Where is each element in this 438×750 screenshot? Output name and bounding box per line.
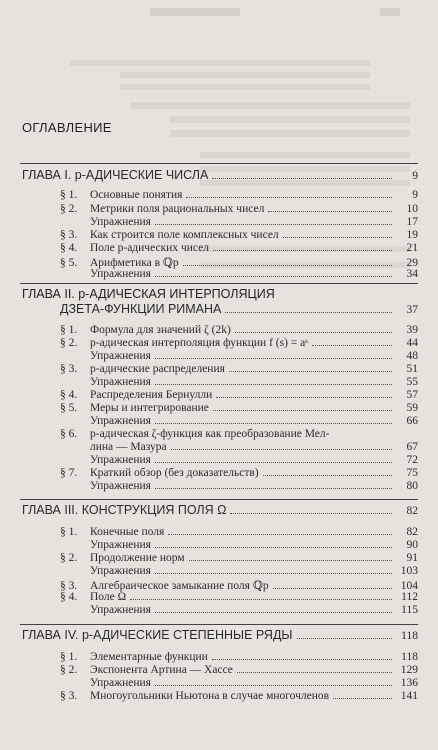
- entry-title: Упражнения: [90, 268, 151, 280]
- leader-dots: [186, 197, 392, 198]
- entry-title: Арифметика в ℚp: [90, 257, 179, 269]
- entry-title: Упражнения: [90, 604, 151, 616]
- entry-page: 141: [400, 690, 418, 702]
- entry-page: 104: [400, 580, 418, 592]
- leader-dots: [155, 488, 392, 489]
- leader-dots: [212, 659, 392, 660]
- leader-dots: [212, 178, 392, 179]
- entry-title: Формула для значений ζ (2k): [90, 324, 231, 336]
- entry-page: 55: [406, 376, 418, 388]
- entry-page: 57: [406, 389, 418, 401]
- leader-dots: [229, 371, 392, 372]
- leader-dots: [155, 224, 392, 225]
- leader-dots: [168, 534, 392, 535]
- toc-entry-exercises[interactable]: [90, 454, 418, 466]
- leader-dots: [237, 672, 392, 673]
- toc-entry[interactable]: [60, 389, 418, 401]
- leader-dots: [213, 410, 392, 411]
- toc-entry[interactable]: [60, 428, 418, 440]
- section-number: § 3.: [60, 690, 78, 702]
- entry-title: Краткий обзор (без доказательств): [90, 467, 259, 479]
- entry-title: Упражнения: [90, 216, 151, 228]
- entry-title: Упражнения: [90, 350, 151, 362]
- entry-page: 17: [406, 216, 418, 228]
- entry-page: 75: [406, 467, 418, 479]
- entry-title: Распределения Бернулли: [90, 389, 213, 401]
- entry-title: Упражнения: [90, 480, 151, 492]
- toc-entry[interactable]: [60, 363, 418, 375]
- entry-title: Как строится поле комплексных чисел: [90, 229, 279, 241]
- toc-entry-exercises[interactable]: [90, 350, 418, 362]
- section-number: § 4.: [60, 389, 78, 401]
- section-number: § 2.: [60, 664, 78, 676]
- chapter-page: 118: [401, 630, 418, 642]
- entry-title: Меры и интегрирование: [90, 402, 209, 414]
- section-number: § 1.: [60, 651, 78, 663]
- leader-dots: [225, 312, 392, 313]
- chapter-divider: [20, 283, 418, 284]
- toc-entry-exercises[interactable]: [90, 539, 418, 551]
- toc-entry-exercises[interactable]: [90, 677, 418, 689]
- chapter-title[interactable]: ГЛАВА II. p-АДИЧЕСКАЯ ИНТЕРПОЛЯЦИЯ: [22, 287, 275, 301]
- entry-title: Поле p-адических чисел: [90, 242, 209, 254]
- leader-dots: [213, 250, 392, 251]
- entry-page: 80: [406, 480, 418, 492]
- leader-dots: [230, 513, 392, 514]
- leader-dots: [297, 638, 393, 639]
- chapter-heading[interactable]: [22, 302, 418, 316]
- toc-entry-exercises[interactable]: [90, 268, 418, 280]
- leader-dots: [273, 588, 392, 589]
- leader-dots: [171, 449, 392, 450]
- section-number: § 6.: [60, 428, 78, 440]
- section-number: § 3.: [60, 229, 78, 241]
- chapter-page: 9: [412, 170, 418, 182]
- entry-page: 9: [412, 189, 418, 201]
- toc-entry[interactable]: [60, 664, 418, 676]
- entry-page: 91: [406, 552, 418, 564]
- toc-entry[interactable]: [60, 526, 418, 538]
- chapter-page: 37: [406, 304, 418, 316]
- entry-page: 39: [406, 324, 418, 336]
- entry-page: 66: [406, 415, 418, 427]
- leader-dots: [333, 698, 392, 699]
- chapter-divider: [20, 163, 418, 164]
- leader-dots: [183, 265, 392, 266]
- section-number: § 7.: [60, 467, 78, 479]
- entry-title: Упражнения: [90, 539, 151, 551]
- entry-title: Элементарные функции: [90, 651, 208, 663]
- entry-page: 112: [401, 591, 418, 603]
- section-number: § 3.: [60, 363, 78, 375]
- toc-entry[interactable]: [60, 242, 418, 254]
- section-number: § 1.: [60, 324, 78, 336]
- entry-title: Упражнения: [90, 454, 151, 466]
- entry-page: 29: [406, 257, 418, 269]
- toc-entry[interactable]: [60, 690, 418, 702]
- entry-page: 115: [401, 604, 418, 616]
- leader-dots: [155, 384, 392, 385]
- leader-dots: [155, 276, 392, 277]
- toc-entry-exercises[interactable]: [90, 415, 418, 427]
- entry-title: Упражнения: [90, 565, 151, 577]
- chapter-title: ГЛАВА IV. p-АДИЧЕСКИЕ СТЕПЕННЫЕ РЯДЫ: [22, 628, 293, 642]
- leader-dots: [155, 462, 392, 463]
- entry-title: p-адическая ζ-функция как преобразование Мел-: [90, 428, 330, 440]
- section-number: § 5.: [60, 402, 78, 414]
- entry-title: Поле Ω: [90, 591, 127, 603]
- chapter-title-continued: ДЗЕТА-ФУНКЦИИ РИМАНА: [60, 302, 222, 316]
- toc-entry-exercises[interactable]: [90, 480, 418, 492]
- entry-title: p-адическая интерполяция функции f (s) = aˢ: [90, 337, 308, 349]
- entry-page: 21: [406, 242, 418, 254]
- toc-entry-exercises[interactable]: [90, 565, 418, 577]
- entry-page: 51: [406, 363, 418, 375]
- entry-page: 67: [406, 441, 418, 453]
- leader-dots: [155, 423, 392, 424]
- entry-page: 34: [406, 268, 418, 280]
- entry-title: Конечные поля: [90, 526, 165, 538]
- leader-dots: [155, 612, 392, 613]
- entry-title: Алгебраическое замыкание поля ℚp: [90, 580, 269, 592]
- toc-entry[interactable]: [60, 255, 418, 269]
- entry-title: Продолжение норм: [90, 552, 185, 564]
- toc-entry-exercises[interactable]: [90, 216, 418, 228]
- section-number: § 1.: [60, 189, 78, 201]
- section-number: § 3.: [60, 580, 78, 592]
- entry-page: 136: [400, 677, 418, 689]
- leader-dots: [283, 237, 392, 238]
- section-number: § 2.: [60, 552, 78, 564]
- entry-title: Многоугольники Ньютона в случае многочленов: [90, 690, 330, 702]
- toc-entry[interactable]: [60, 552, 418, 564]
- entry-title: Метрики поля рациональных чисел: [90, 203, 265, 215]
- entry-page: 44: [406, 337, 418, 349]
- toc-entry[interactable]: [60, 337, 418, 349]
- leader-dots: [268, 211, 392, 212]
- entry-page: 90: [406, 539, 418, 551]
- leader-dots: [312, 345, 392, 346]
- toc-entry[interactable]: [60, 402, 418, 414]
- entry-page: 19: [406, 229, 418, 241]
- leader-dots: [189, 560, 392, 561]
- entry-page: 129: [400, 664, 418, 676]
- entry-title-continued: лина — Мазура: [90, 441, 167, 453]
- toc-entry[interactable]: [60, 651, 418, 663]
- entry-page: 72: [406, 454, 418, 466]
- section-number: § 2.: [60, 203, 78, 215]
- entry-title: Упражнения: [90, 376, 151, 388]
- toc-entry[interactable]: [60, 229, 418, 241]
- entry-page: 103: [400, 565, 418, 577]
- entry-page: 82: [406, 526, 418, 538]
- leader-dots: [235, 332, 392, 333]
- section-number: § 2.: [60, 337, 78, 349]
- entry-page: 59: [406, 402, 418, 414]
- toc-entry[interactable]: [60, 578, 418, 592]
- leader-dots: [216, 397, 392, 398]
- toc-entry[interactable]: [60, 467, 418, 479]
- entry-page: 48: [406, 350, 418, 362]
- leader-dots: [155, 685, 392, 686]
- leader-dots: [155, 573, 392, 574]
- chapter-title: ГЛАВА III. КОНСТРУКЦИЯ ПОЛЯ Ω: [22, 503, 227, 517]
- toc-entry[interactable]: [60, 203, 418, 215]
- leader-dots: [155, 547, 392, 548]
- leader-dots: [155, 358, 392, 359]
- chapter-divider: [20, 499, 418, 500]
- toc-entry-exercises[interactable]: [90, 376, 418, 388]
- chapter-divider: [20, 624, 418, 625]
- chapter-title: ГЛАВА I. p-АДИЧЕСКИЕ ЧИСЛА: [22, 168, 209, 182]
- toc-entry[interactable]: [60, 189, 418, 201]
- toc-entry-exercises[interactable]: [90, 604, 418, 616]
- chapter-heading[interactable]: [22, 503, 418, 517]
- leader-dots: [130, 599, 392, 600]
- section-number: § 4.: [60, 242, 78, 254]
- leader-dots: [263, 475, 392, 476]
- entry-page: 118: [401, 651, 418, 663]
- chapter-heading[interactable]: [22, 168, 418, 182]
- section-number: § 1.: [60, 526, 78, 538]
- section-number: § 5.: [60, 257, 78, 269]
- toc-entry[interactable]: [60, 324, 418, 336]
- toc-title: ОГЛАВЛЕНИЕ: [22, 120, 112, 135]
- section-number: § 4.: [60, 591, 78, 603]
- chapter-heading[interactable]: [22, 628, 418, 642]
- toc-entry[interactable]: [60, 591, 418, 603]
- entry-page: 10: [406, 203, 418, 215]
- entry-title: Упражнения: [90, 415, 151, 427]
- chapter-page: 82: [406, 505, 418, 517]
- entry-title: Упражнения: [90, 677, 151, 689]
- toc-entry-continued[interactable]: [60, 441, 418, 453]
- entry-title: Основные понятия: [90, 189, 183, 201]
- entry-title: p-адические распределения: [90, 363, 225, 375]
- entry-title: Экспонента Артина — Хассе: [90, 664, 233, 676]
